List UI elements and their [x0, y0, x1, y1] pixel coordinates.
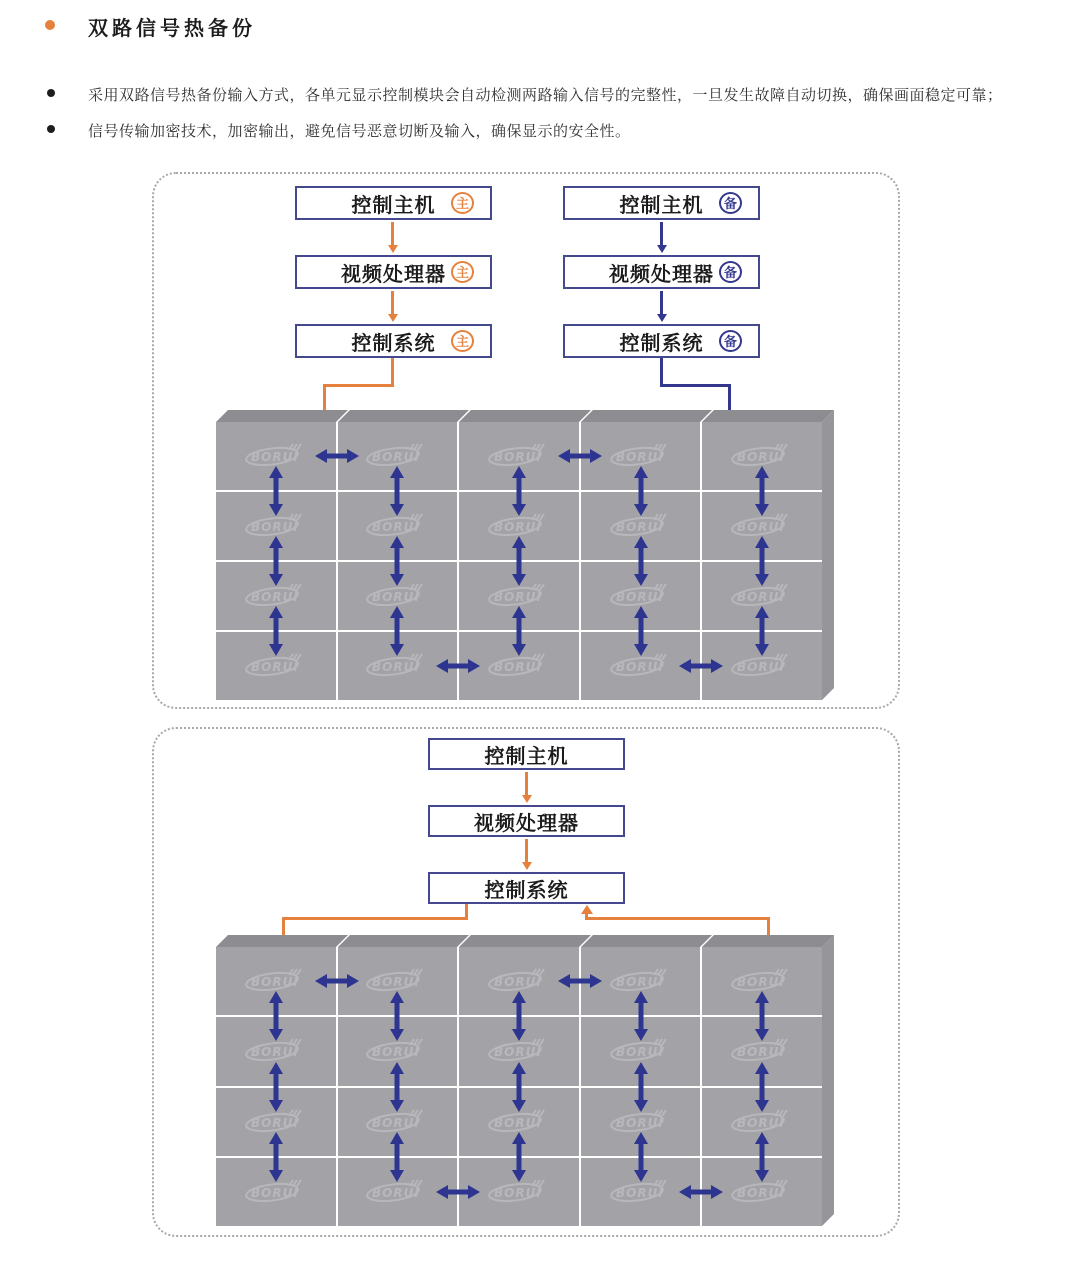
svg-text:BORUI: BORUI: [615, 975, 664, 990]
box-control-system-backup: [563, 324, 760, 358]
wall-top-face: [216, 935, 834, 947]
vertical-sync-arrow-icon: [754, 1132, 770, 1182]
wall-top-face: [216, 410, 834, 422]
vertical-sync-arrow-icon: [754, 466, 770, 516]
horizontal-sync-arrow-icon: [679, 1184, 723, 1200]
borui-watermark-logo: [485, 1179, 553, 1205]
vertical-sync-arrow-icon: [633, 606, 649, 656]
horizontal-sync-arrow-icon: [436, 658, 480, 674]
svg-text:BORUI: BORUI: [737, 1185, 785, 1200]
vertical-sync-arrow-icon: [633, 1062, 649, 1112]
vertical-sync-arrow-icon: [389, 606, 405, 656]
svg-text:BORUI: BORUI: [250, 590, 299, 604]
vertical-sync-arrow-icon: [268, 1062, 284, 1112]
svg-text:BORUI: BORUI: [615, 660, 664, 674]
borui-watermark-logo: [728, 1109, 796, 1135]
vertical-sync-arrow-icon: [754, 1062, 770, 1112]
svg-text:BORUI: BORUI: [250, 1185, 299, 1200]
box-label: 控制系统: [351, 332, 436, 355]
down-arrow-icon: [391, 222, 394, 253]
borui-watermark-logo: [607, 968, 675, 994]
vertical-sync-arrow-icon: [511, 606, 527, 656]
svg-text:BORUI: BORUI: [250, 975, 299, 990]
vertical-sync-arrow-icon: [754, 991, 770, 1041]
svg-text:BORUI: BORUI: [737, 450, 785, 464]
borui-watermark-logo: [728, 1038, 796, 1064]
svg-text:BORUI: BORUI: [493, 1115, 542, 1130]
borui-watermark-logo: [607, 1179, 675, 1205]
down-arrow-icon: [660, 291, 663, 322]
borui-watermark-logo: [728, 968, 796, 994]
box-control-host-primary: [295, 186, 492, 220]
svg-text:BORUI: BORUI: [493, 1045, 542, 1060]
borui-watermark-logo: [363, 968, 431, 994]
vertical-sync-arrow-icon: [511, 466, 527, 516]
borui-watermark-logo: [485, 1038, 553, 1064]
svg-text:BORUI: BORUI: [615, 450, 664, 464]
borui-watermark-logo: [607, 1038, 675, 1064]
box-label: 控制主机: [351, 194, 436, 217]
vertical-sync-arrow-icon: [389, 466, 405, 516]
box-label: 视频处理器: [341, 263, 446, 286]
svg-text:BORUI: BORUI: [493, 520, 542, 534]
svg-text:BORUI: BORUI: [250, 520, 299, 534]
borui-watermark-logo: [363, 1038, 431, 1064]
page-title: 双路信号热备份: [88, 18, 256, 40]
box-control-host: [428, 738, 625, 770]
borui-watermark-logo: [485, 968, 553, 994]
svg-text:BORUI: BORUI: [372, 1185, 421, 1200]
vertical-sync-arrow-icon: [268, 991, 284, 1041]
backup-badge: 备: [719, 192, 742, 214]
horizontal-sync-arrow-icon: [315, 973, 359, 989]
box-video-processor: [428, 805, 625, 837]
borui-watermark-logo: [607, 1109, 675, 1135]
svg-text:BORUI: BORUI: [615, 1045, 664, 1060]
box-label: 视频处理器: [609, 263, 714, 286]
vertical-sync-arrow-icon: [754, 606, 770, 656]
svg-text:BORUI: BORUI: [372, 520, 421, 534]
svg-text:BORUI: BORUI: [737, 520, 785, 534]
box-label: 控制系统: [619, 332, 704, 355]
vertical-sync-arrow-icon: [633, 536, 649, 586]
svg-text:BORUI: BORUI: [372, 660, 421, 674]
horizontal-sync-arrow-icon: [558, 448, 602, 464]
vertical-sync-arrow-icon: [633, 991, 649, 1041]
borui-watermark-logo: [242, 968, 310, 994]
title-bullet-icon: [45, 20, 55, 30]
svg-text:BORUI: BORUI: [737, 590, 785, 604]
box-label: 视频处理器: [474, 812, 579, 835]
bullet-icon: [47, 125, 55, 133]
vertical-sync-arrow-icon: [389, 1132, 405, 1182]
bullet-text: 信号传输加密技术，加密输出，避免信号恶意切断及输入，确保显示的安全性。: [88, 123, 631, 140]
box-label: 控制主机: [484, 745, 569, 768]
wall-side-face: [822, 410, 834, 700]
vertical-sync-arrow-icon: [268, 1132, 284, 1182]
vertical-sync-arrow-icon: [389, 991, 405, 1041]
svg-text:BORUI: BORUI: [737, 660, 785, 674]
borui-watermark-logo: [242, 1038, 310, 1064]
vertical-sync-arrow-icon: [389, 1062, 405, 1112]
horizontal-sync-arrow-icon: [558, 973, 602, 989]
horizontal-sync-arrow-icon: [315, 448, 359, 464]
svg-text:BORUI: BORUI: [493, 660, 542, 674]
borui-watermark-logo: [485, 653, 553, 679]
vertical-sync-arrow-icon: [754, 536, 770, 586]
vertical-sync-arrow-icon: [511, 991, 527, 1041]
vertical-sync-arrow-icon: [633, 466, 649, 516]
svg-text:BORUI: BORUI: [615, 520, 664, 534]
svg-text:BORUI: BORUI: [250, 1115, 299, 1130]
horizontal-sync-arrow-icon: [679, 658, 723, 674]
svg-text:BORUI: BORUI: [615, 590, 664, 604]
borui-watermark-logo: [485, 1109, 553, 1135]
svg-text:BORUI: BORUI: [615, 1115, 664, 1130]
borui-watermark-logo: [728, 653, 796, 679]
down-arrow-icon: [660, 222, 663, 253]
vertical-sync-arrow-icon: [389, 536, 405, 586]
primary-badge: 主: [451, 330, 474, 352]
box-label: 控制主机: [619, 194, 704, 217]
svg-text:BORUI: BORUI: [250, 450, 299, 464]
backup-badge: 备: [719, 330, 742, 352]
primary-badge: 主: [451, 261, 474, 283]
svg-text:BORUI: BORUI: [615, 1185, 664, 1200]
borui-watermark-logo: [363, 1179, 431, 1205]
svg-text:BORUI: BORUI: [250, 1045, 299, 1060]
borui-watermark-logo: [242, 1179, 310, 1205]
svg-text:BORUI: BORUI: [493, 590, 542, 604]
svg-text:BORUI: BORUI: [372, 590, 421, 604]
vertical-sync-arrow-icon: [268, 606, 284, 656]
horizontal-sync-arrow-icon: [436, 1184, 480, 1200]
bullet-icon: [47, 89, 55, 97]
svg-text:BORUI: BORUI: [250, 660, 299, 674]
box-control-system: [428, 872, 625, 904]
vertical-sync-arrow-icon: [511, 1132, 527, 1182]
svg-text:BORUI: BORUI: [372, 975, 421, 990]
svg-text:BORUI: BORUI: [737, 1115, 785, 1130]
svg-text:BORUI: BORUI: [493, 975, 542, 990]
backup-badge: 备: [719, 261, 742, 283]
vertical-sync-arrow-icon: [633, 1132, 649, 1182]
box-control-host-backup: [563, 186, 760, 220]
vertical-sync-arrow-icon: [268, 466, 284, 516]
borui-watermark-logo: [728, 1179, 796, 1205]
wall-side-face: [822, 935, 834, 1226]
down-arrow-icon: [525, 772, 528, 803]
svg-text:BORUI: BORUI: [737, 1045, 785, 1060]
down-arrow-icon: [391, 291, 394, 322]
box-video-processor-primary: [295, 255, 492, 289]
borui-watermark-logo: [363, 1109, 431, 1135]
borui-watermark-logo: [607, 653, 675, 679]
vertical-sync-arrow-icon: [511, 1062, 527, 1112]
svg-text:BORUI: BORUI: [372, 450, 421, 464]
vertical-sync-arrow-icon: [268, 536, 284, 586]
svg-text:BORUI: BORUI: [493, 1185, 542, 1200]
svg-text:BORUI: BORUI: [737, 975, 785, 990]
borui-watermark-logo: [363, 653, 431, 679]
svg-text:BORUI: BORUI: [372, 1115, 421, 1130]
borui-watermark-logo: [242, 1109, 310, 1135]
svg-text:BORUI: BORUI: [493, 450, 542, 464]
svg-text:BORUI: BORUI: [372, 1045, 421, 1060]
borui-watermark-logo: [242, 653, 310, 679]
primary-badge: 主: [451, 192, 474, 214]
vertical-sync-arrow-icon: [511, 536, 527, 586]
box-video-processor-backup: [563, 255, 760, 289]
down-arrow-icon: [525, 839, 528, 870]
box-control-system-primary: [295, 324, 492, 358]
box-label: 控制系统: [484, 879, 569, 902]
bullet-text: 采用双路信号热备份输入方式，各单元显示控制模块会自动检测两路输入信号的完整性，一旦发生故障自动切换，确保画面稳定可靠；: [88, 87, 1003, 104]
